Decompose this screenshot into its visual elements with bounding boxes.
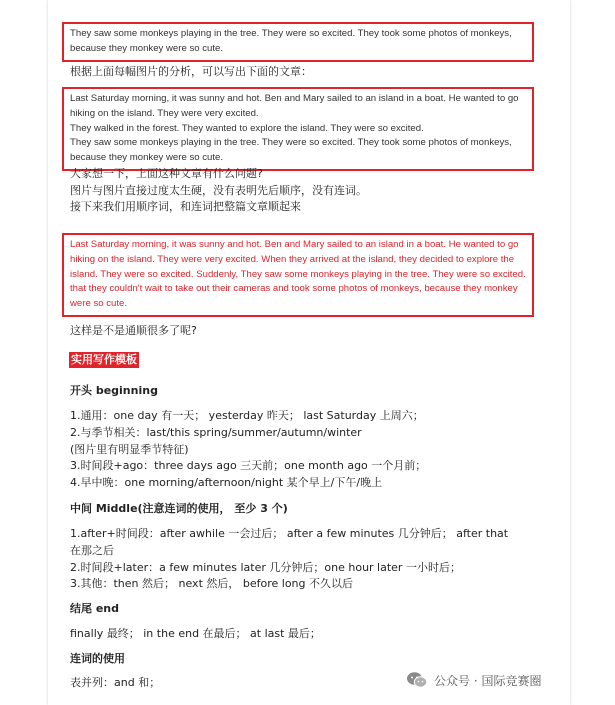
intro-line <box>70 64 312 81</box>
beginning-heading <box>70 383 158 400</box>
box2-line: Last Saturday morning, it was sunny and hot. Ben and Mary sailed to an island in a boat. He wanted to go <box>70 93 519 104</box>
watermark <box>406 670 541 690</box>
conj-heading-text: 连词的使用 <box>70 652 125 665</box>
middle-heading <box>70 501 288 518</box>
ending-heading-text: 结尾 end <box>70 602 119 615</box>
list-item: 2.与季节相关：last/this spring/summer/autumn/winter <box>70 425 362 439</box>
list-item: finally 最终； in the end 在最后； at last 最后； <box>70 627 321 640</box>
list-item: 在那之后 <box>70 543 114 557</box>
example-box-2 <box>62 87 534 171</box>
after-box3-text: 这样是不是通顺很多了呢? <box>70 324 197 337</box>
box2-line: because they monkey were so cute. <box>70 152 224 164</box>
question-line: 接下来我们用顺序词，和连词把整篇文章顺起来 <box>70 200 301 213</box>
box3-line: hiking on the island. They were very excited. When they arrived at the island, they decided to explore the <box>70 253 515 265</box>
conj-heading <box>70 651 125 668</box>
box3-line: Last Saturday morning, it was sunny and hot. Ben and Mary sailed to an island in a boat. He wanted to go <box>70 239 519 250</box>
ending-list <box>70 626 321 643</box>
middle-heading-text: 中间 Middle(注意连词的使用， 至少 3 个) <box>70 502 288 515</box>
list-item: 4.早中晚：one morning/afternoon/night 某个早上/下午/晚上 <box>70 476 383 490</box>
box2-line: hiking on the island. They were very excited. <box>70 107 259 119</box>
watermark-text: 公众号 · 国际竞赛圈 <box>434 673 542 688</box>
box2-line: They walked in the forest. They wanted to explore the island. They were so excited. <box>70 122 424 134</box>
beginning-list <box>70 408 426 492</box>
question-line: 图片与图片直接过度太生硬，没有表明先后顺序，没有连词。 <box>70 183 367 197</box>
wechat-icon <box>406 671 428 689</box>
list-item: 1.通用：one day 有一天； yesterday 昨天； last Saturday 上周六； <box>70 409 424 422</box>
list-item: 表并列：and 和； <box>70 676 161 689</box>
beginning-heading-text: 开头 beginning <box>70 384 158 397</box>
box3-line: were so cute. <box>70 298 128 310</box>
middle-list <box>70 526 508 593</box>
list-item: 1.after+时间段：after awhile 一会过后； after a few minutes 几分钟后； after that <box>70 527 509 540</box>
conj-list <box>70 675 160 692</box>
list-item: 3.其他：then 然后； next 然后， before long 不久以后 <box>70 577 354 591</box>
question-block <box>70 166 367 216</box>
box3-line: that they couldn't wait to take out their cameras and took some photos of monkeys, because they monkey <box>70 283 518 295</box>
list-item: 2.时间段+later：a few minutes later 几分钟后；one hour later 一小时后； <box>70 560 461 574</box>
box1-line: because they monkey were so cute. <box>70 42 224 54</box>
list-item: (图片里有明显季节特征) <box>70 442 189 456</box>
box1-line: They saw some monkeys playing in the tree. They were so excited. They took some photos of monkeys, <box>70 28 512 39</box>
template-heading: 实用写作模板 <box>71 353 137 366</box>
intro-text: 根据上面每幅图片的分析，可以写出下面的文章： <box>70 65 312 78</box>
after-box3 <box>70 323 197 340</box>
box3-line: island. They were so excited. Suddenly, They saw some monkeys playing in the tree. They were so excited. <box>70 268 526 280</box>
box2-line: They saw some monkeys playing in the tree. They were so excited. They took some photos of monkeys, <box>70 137 512 149</box>
question-line: 大家想一下，上面这种文章有什么问题? <box>70 167 263 180</box>
improved-example-box <box>62 233 534 317</box>
ending-heading <box>70 601 119 618</box>
example-box-1 <box>62 22 534 62</box>
list-item: 3.时间段+ago：three days ago 三天前；one month ago 一个月前； <box>70 459 427 473</box>
